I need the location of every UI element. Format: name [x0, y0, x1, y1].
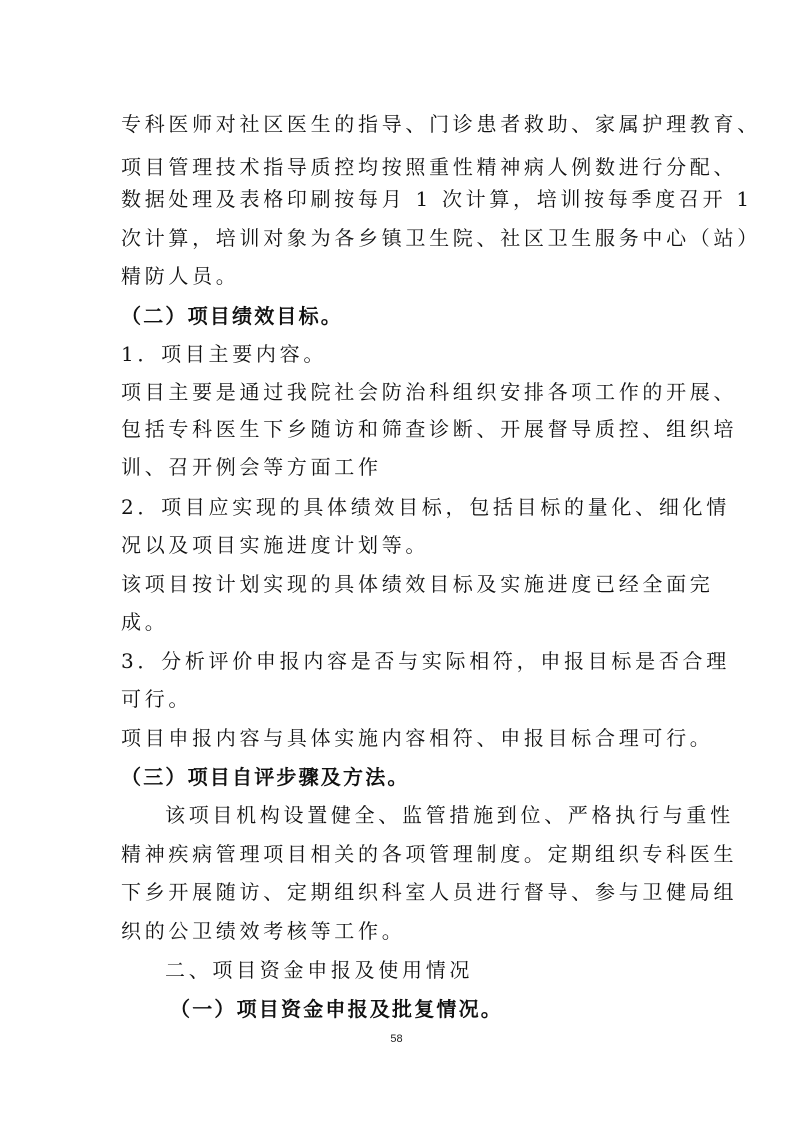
body-text-line: 况以及项目实施进度计划等。 [121, 533, 430, 557]
subsection-heading: 3．分析评价申报内容是否与实际相符，申报目标是否合理 [121, 649, 730, 673]
body-text-line: 次计算，培训对象为各乡镇卫生院、社区卫生服务中心（站） [121, 226, 761, 250]
section-heading: （二）项目绩效目标。 [121, 304, 343, 328]
page-number: 58 [390, 1033, 403, 1045]
body-text-line: 精神疾病管理项目相关的各项管理制度。定期组织专科医生 [121, 842, 738, 866]
body-text-line: 成。 [121, 610, 169, 634]
subsection-heading: 2．项目应实现的具体绩效目标，包括目标的量化、细化情 [121, 495, 730, 519]
body-text-line: 项目主要是通过我院社会防治科组织安排各项工作的开展、 [121, 380, 738, 404]
body-text-line: 该项目按计划实现的具体绩效目标及实施进度已经全面完 [121, 572, 714, 596]
body-text-line: 专科医师对社区医生的指导、门诊患者救助、家属护理教育、 [121, 112, 761, 136]
body-text-line: 可行。 [121, 687, 193, 711]
body-text-line: 下乡开展随访、定期组织科室人员进行督导、参与卫健局组 [121, 880, 738, 904]
body-text-line: 项目申报内容与具体实施内容相符、申报目标合理可行。 [121, 726, 714, 750]
body-text-line: 该项目机构设置健全、监管措施到位、严格执行与重性 [165, 803, 734, 827]
section-heading: （三）项目自评步骤及方法。 [121, 765, 410, 789]
body-text-line: 织的公卫绩效考核等工作。 [121, 919, 406, 943]
body-text-line: 包括专科医生下乡随访和筛查诊断、开展督导质控、组织培 [121, 417, 738, 441]
body-text-line: 项目管理技术指导质控均按照重性精神病人例数进行分配、 [121, 155, 738, 179]
section-heading: （一）项目资金申报及批复情况。 [170, 997, 503, 1021]
body-text-line: 精防人员。 [121, 264, 240, 288]
chapter-heading: 二、项目资金申报及使用情况 [165, 958, 474, 982]
body-text-line: 数据处理及表格印刷按每月 1 次计算，培训按每季度召开 1 [121, 187, 753, 211]
subsection-heading: 1．项目主要内容。 [121, 342, 328, 366]
body-text-line: 训、召开例会等方面工作 [121, 455, 382, 479]
